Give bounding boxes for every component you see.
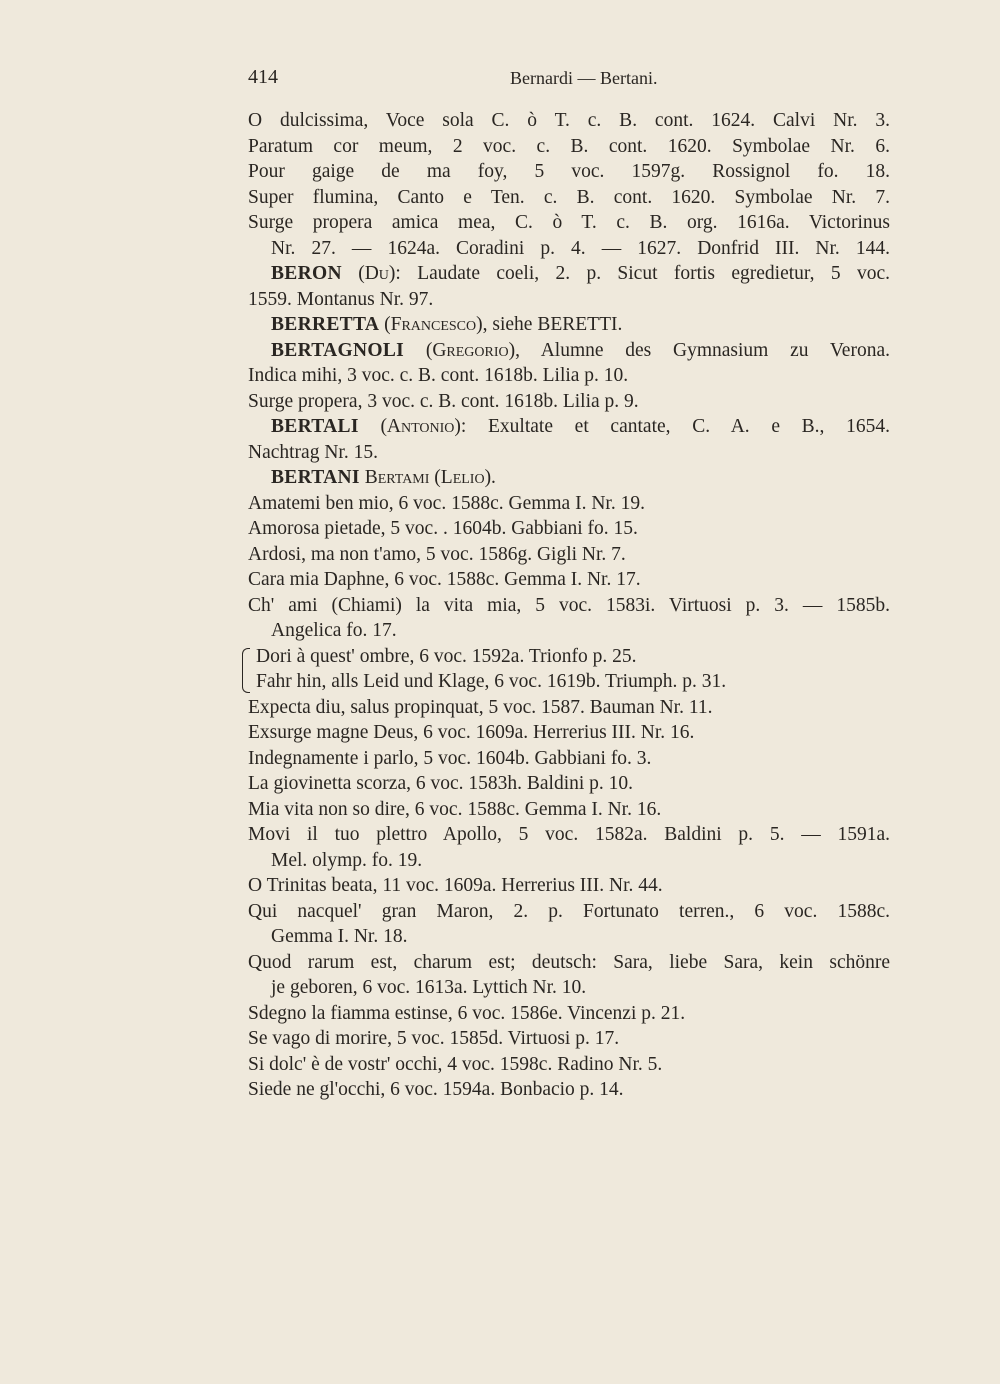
text-line: La giovinetta scorza, 6 voc. 1583h. Baldini p. 10. [248,773,634,794]
text-line: Sdegno la fiamma estinse, 6 voc. 1586e. Vincenzi p. 21. [248,1002,686,1024]
text-line: Movi il tuo plettro Apollo, 5 voc. 1582a. Baldini p. 5. — 1591a. [248,824,890,845]
text-line: Expecta diu, salus propinquat, 5 voc. 1587. Bauman Nr. 11. [248,696,713,718]
text-line: Super flumina, Canto e Ten. c. B. cont. 1620. Symbolae Nr. 7. [248,186,890,208]
page-body [248,108,890,1103]
composer-name: BERRETTA [271,314,380,335]
curly-brace [242,648,250,693]
composer-name: BERTALI [271,416,359,437]
text-line: Mel. olymp. fo. 19. [271,849,423,871]
text-line: je geboren, 6 voc. 1613a. Lyttich Nr. 10. [271,977,587,998]
text-line: Amatemi ben mio, 6 voc. 1588c. Gemma I. Nr. 19. [248,492,645,514]
text-line: Pour gaige de ma foy, 5 voc. 1597g. Rossignol fo. 18. [248,161,890,182]
page-number: 414 [248,66,278,88]
composer-name: BERTANI [271,467,360,488]
text-line: Ardosi, ma non t'amo, 5 voc. 1586g. Gigli Nr. 7. [248,543,626,565]
text-line: Indica mihi, 3 voc. c. B. cont. 1618b. Lilia p. 10. [248,365,629,386]
composer-entry: BERTAGNOLI (Gregorio), Alumne des Gymnasium zu Verona. [271,339,890,361]
text-line: Surge propera, 3 voc. c. B. cont. 1618b. Lilia p. 9. [248,390,639,412]
composer-given: Bertami (Lelio). [364,467,496,488]
text-line: Angelica fo. 17. [271,620,397,641]
text-line: Dori à quest' ombre, 6 voc. 1592a. Trionfo p. 25. [256,645,637,667]
text-line: Siede ne gl'occhi, 6 voc. 1594a. Bonbacio p. 14. [248,1079,624,1100]
running-head: Bernardi — Bertani. [510,68,658,88]
text-line: Paratum cor meum, 2 voc. c. B. cont. 1620. Symbolae Nr. 6. [248,135,890,157]
text-line: Fahr hin, alls Leid und Klage, 6 voc. 1619b. Triumph. p. 31. [256,671,727,692]
composer-entry [248,465,890,491]
text-line: Nachtrag Nr. 15. [248,441,378,463]
text-line: Surge propera amica mea, C. ò T. c. B. org. 1616a. Victorinus [248,212,890,233]
text-line: Qui nacquel' gran Maron, 2. p. Fortunato terren., 6 voc. 1588c. [248,900,890,922]
composer-given: (Gregorio), [425,339,520,361]
text-line: O Trinitas beata, 11 voc. 1609a. Herrerius III. Nr. 44. [248,875,663,896]
composer-entry: BERTALI (Antonio): Exultate et cantate, C. A. e B., 1654. [271,416,890,437]
composer-given: (Du): [358,263,401,284]
text-line: Cara mia Daphne, 6 voc. 1588c. Gemma I. Nr. 17. [248,569,641,590]
text-line: Si dolc' è de vostr' occhi, 4 voc. 1598c. Radino Nr. 5. [248,1053,663,1075]
text-line: O dulcissima, Voce sola C. ò T. c. B. cont. 1624. Calvi Nr. 3. [248,110,890,131]
composer-given: (Francesco), [384,314,488,335]
composer-entry: BERON (Du): Laudate coeli, 2. p. Sicut fortis egredietur, 5 voc. [271,263,890,284]
text-line: Nr. 27. — 1624a. Coradini p. 4. — 1627. Donfrid III. Nr. 144. [271,237,890,259]
text-line: 1559. Montanus Nr. 97. [248,288,434,310]
text-line: Amorosa pietade, 5 voc. . 1604b. Gabbiani fo. 15. [248,518,638,539]
composer-name: BERTAGNOLI [271,339,405,361]
text-line: Mia vita non so dire, 6 voc. 1588c. Gemma I. Nr. 16. [248,798,662,820]
composer-name: BERON [271,263,342,284]
text-line: Indegnamente i parlo, 5 voc. 1604b. Gabbiani fo. 3. [248,747,652,769]
bracketed-pair [248,644,890,695]
composer-entry: BERRETTA (Francesco), siehe BERETTI. [271,314,623,335]
text-line: Se vago di morire, 5 voc. 1585d. Virtuosi p. 17. [248,1028,620,1049]
composer-given: (Antonio): [380,416,467,437]
text-line: Gemma I. Nr. 18. [271,926,408,947]
page-header [248,66,888,96]
text-line: Ch' ami (Chiami) la vita mia, 5 voc. 1583i. Virtuosi p. 3. — 1585b. [248,594,890,616]
text-line: Quod rarum est, charum est; deutsch: Sara, liebe Sara, kein schönre [248,951,890,973]
text-line: Exsurge magne Deus, 6 voc. 1609a. Herrerius III. Nr. 16. [248,722,695,743]
